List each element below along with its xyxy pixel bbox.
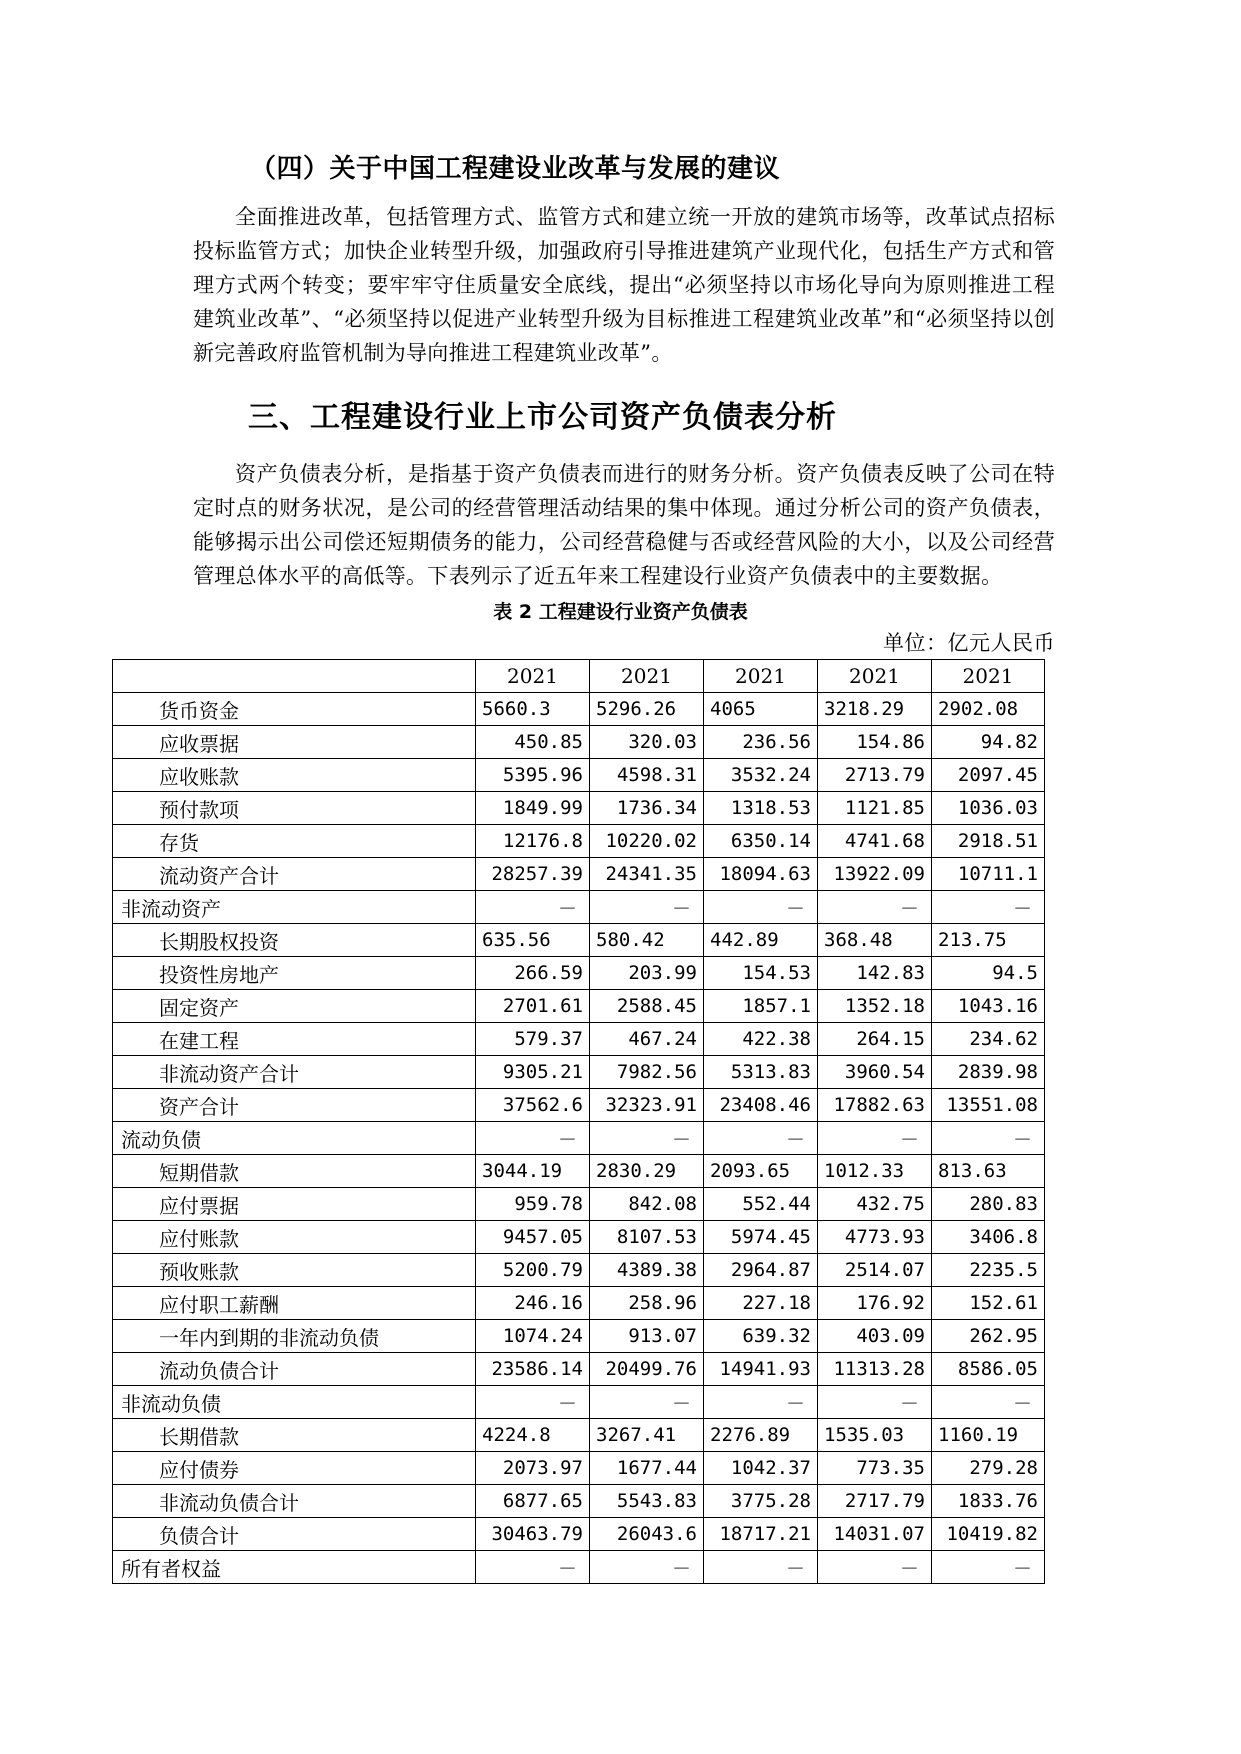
table-cell: 5395.96 [476, 759, 590, 792]
row-label: 应收票据 [113, 726, 476, 759]
table-cell: 2701.61 [476, 990, 590, 1023]
table-row [113, 1419, 1045, 1452]
row-label: 预付款项 [113, 792, 476, 825]
section-four-paragraph: 全面推进改革，包括管理方式、监管方式和建立统一开放的建筑市场等，改革试点招标投标监管方式；加快企业转型升级，加强政府引导推进建筑产业现代化，包括生产方式和管理方式两个转变；要牢牢守住质量安全底线，提出“必须坚持以市场化导向为原则推进工程建筑业改革”、“必须坚持以促进产业转型升级为目标推进工程建筑业改革”和“必须坚持以创新完善政府监管机制为导向推进工程建筑业改革”。 [193, 205, 1055, 365]
table-cell: 9305.21 [476, 1056, 590, 1089]
row-label: 负债合计 [113, 1518, 476, 1551]
row-label: 应付票据 [113, 1188, 476, 1221]
table-row [113, 1485, 1045, 1518]
table-cell: － [818, 1386, 932, 1419]
table-cell: 5543.83 [590, 1485, 704, 1518]
table-cell: 2073.97 [476, 1452, 590, 1485]
table-cell: 10419.82 [932, 1518, 1045, 1551]
table-row [113, 891, 1045, 924]
table-cell: 2235.5 [932, 1254, 1045, 1287]
table-cell: 20499.76 [590, 1353, 704, 1386]
table-cell: 5313.83 [704, 1056, 818, 1089]
table-cell: － [476, 1551, 590, 1584]
table-cell: 8586.05 [932, 1353, 1045, 1386]
table-cell: 236.56 [704, 726, 818, 759]
table-row [113, 924, 1045, 957]
table-cell: 10220.02 [590, 825, 704, 858]
table-cell: 18717.21 [704, 1518, 818, 1551]
table-cell: 1352.18 [818, 990, 932, 1023]
table-cell: 24341.35 [590, 858, 704, 891]
table-row [113, 1023, 1045, 1056]
table-row [113, 1353, 1045, 1386]
table-cell: 368.48 [818, 924, 932, 957]
table-row [113, 1518, 1045, 1551]
year-header: 2021 [476, 660, 590, 693]
table-cell: 6350.14 [704, 825, 818, 858]
row-label: 流动资产合计 [113, 858, 476, 891]
table-caption: 表 2 工程建设行业资产负债表 [493, 601, 748, 623]
table-row [113, 858, 1045, 891]
table-cell: 422.38 [704, 1023, 818, 1056]
table-cell: － [590, 1551, 704, 1584]
row-label: 非流动负债合计 [113, 1485, 476, 1518]
table-cell: 4598.31 [590, 759, 704, 792]
table-cell: 234.62 [932, 1023, 1045, 1056]
table-cell: － [818, 1551, 932, 1584]
table-cell: 142.83 [818, 957, 932, 990]
table-cell: 37562.6 [476, 1089, 590, 1122]
row-label: 预收账款 [113, 1254, 476, 1287]
section-four-heading: （四）关于中国工程建设业改革与发展的建议 [250, 154, 781, 184]
table-cell: 14941.93 [704, 1353, 818, 1386]
table-cell: 1160.19 [932, 1419, 1045, 1452]
table-row [113, 1188, 1045, 1221]
row-label: 所有者权益 [113, 1551, 476, 1584]
table-row [113, 1452, 1045, 1485]
row-label: 投资性房地产 [113, 957, 476, 990]
table-cell: 2093.65 [704, 1155, 818, 1188]
year-header: 2021 [932, 660, 1045, 693]
row-label: 流动负债 [113, 1122, 476, 1155]
table-cell: 2713.79 [818, 759, 932, 792]
table-cell: 432.75 [818, 1188, 932, 1221]
table-cell: 13551.08 [932, 1089, 1045, 1122]
table-row [113, 957, 1045, 990]
table-row [113, 693, 1045, 726]
row-label: 应付债券 [113, 1452, 476, 1485]
table-row [113, 1551, 1045, 1584]
table-cell: 3218.29 [818, 693, 932, 726]
table-cell: 1535.03 [818, 1419, 932, 1452]
table-cell: － [590, 891, 704, 924]
table-cell: 1036.03 [932, 792, 1045, 825]
table-cell: 2276.89 [704, 1419, 818, 1452]
table-cell: 552.44 [704, 1188, 818, 1221]
table-cell: 227.18 [704, 1287, 818, 1320]
table-cell: 23586.14 [476, 1353, 590, 1386]
table-cell: － [704, 1551, 818, 1584]
table-cell: 3406.8 [932, 1221, 1045, 1254]
table-cell: 5974.45 [704, 1221, 818, 1254]
table-cell: 2918.51 [932, 825, 1045, 858]
table-cell: 2839.98 [932, 1056, 1045, 1089]
table-cell: 32323.91 [590, 1089, 704, 1122]
table-cell: 1121.85 [818, 792, 932, 825]
section-three-paragraph: 资产负债表分析，是指基于资产负债表而进行的财务分析。资产负债表反映了公司在特定时点的财务状况，是公司的经营管理活动结果的集中体现。通过分析公司的资产负债表，能够揭示出公司偿还短期债务的能力，公司经营稳健与否或经营风险的大小，以及公司经营管理总体水平的高低等。下表列示了近五年来工程建设行业资产负债表中的主要数据。 [193, 462, 1055, 588]
table-cell: 639.32 [704, 1320, 818, 1353]
row-label: 非流动资产合计 [113, 1056, 476, 1089]
table-cell: 94.5 [932, 957, 1045, 990]
table-cell: 3532.24 [704, 759, 818, 792]
table-row [113, 1287, 1045, 1320]
table-cell: 635.56 [476, 924, 590, 957]
row-label: 固定资产 [113, 990, 476, 1023]
table-header-label [113, 660, 476, 693]
year-header: 2021 [818, 660, 932, 693]
table-cell: 467.24 [590, 1023, 704, 1056]
table-row [113, 825, 1045, 858]
table-cell: 4741.68 [818, 825, 932, 858]
row-label: 应付职工薪酬 [113, 1287, 476, 1320]
table-cell: 154.86 [818, 726, 932, 759]
table-cell: 94.82 [932, 726, 1045, 759]
row-label: 在建工程 [113, 1023, 476, 1056]
table-cell: 1012.33 [818, 1155, 932, 1188]
row-label: 应付账款 [113, 1221, 476, 1254]
section-three-heading: 三、工程建设行业上市公司资产负债表分析 [248, 400, 837, 435]
table-cell: 4389.38 [590, 1254, 704, 1287]
table-cell: 320.03 [590, 726, 704, 759]
row-label: 货币资金 [113, 693, 476, 726]
table-cell: － [704, 1122, 818, 1155]
table-cell: 279.28 [932, 1452, 1045, 1485]
table-cell: 450.85 [476, 726, 590, 759]
table-cell: 18094.63 [704, 858, 818, 891]
table-cell: 4224.8 [476, 1419, 590, 1452]
table-cell: 579.37 [476, 1023, 590, 1056]
row-label: 资产合计 [113, 1089, 476, 1122]
row-label: 非流动资产 [113, 891, 476, 924]
table-cell: 258.96 [590, 1287, 704, 1320]
table-header-row [113, 660, 1045, 693]
table-cell: 264.15 [818, 1023, 932, 1056]
table-cell: 14031.07 [818, 1518, 932, 1551]
table-cell: 4773.93 [818, 1221, 932, 1254]
table-cell: 2830.29 [590, 1155, 704, 1188]
table-cell: － [932, 1551, 1045, 1584]
table-cell: 3960.54 [818, 1056, 932, 1089]
table-cell: 1677.44 [590, 1452, 704, 1485]
table-cell: 11313.28 [818, 1353, 932, 1386]
table-row [113, 1056, 1045, 1089]
table-cell: 773.35 [818, 1452, 932, 1485]
table-unit: 单位：亿元人民币 [883, 631, 1055, 655]
table-cell: 2717.79 [818, 1485, 932, 1518]
table-cell: － [476, 1122, 590, 1155]
table-cell: 959.78 [476, 1188, 590, 1221]
table-cell: 1318.53 [704, 792, 818, 825]
table-cell: 1849.99 [476, 792, 590, 825]
table-cell: 154.53 [704, 957, 818, 990]
table-cell: 1043.16 [932, 990, 1045, 1023]
table-cell: 10711.1 [932, 858, 1045, 891]
table-cell: 5200.79 [476, 1254, 590, 1287]
table-row [113, 1155, 1045, 1188]
year-header: 2021 [704, 660, 818, 693]
table-cell: 3775.28 [704, 1485, 818, 1518]
table-cell: 213.75 [932, 924, 1045, 957]
table-row [113, 1254, 1045, 1287]
table-cell: 2964.87 [704, 1254, 818, 1287]
table-cell: － [932, 1386, 1045, 1419]
table-row [113, 990, 1045, 1023]
table-cell: 7982.56 [590, 1056, 704, 1089]
row-label: 长期借款 [113, 1419, 476, 1452]
row-label: 短期借款 [113, 1155, 476, 1188]
table-cell: － [818, 891, 932, 924]
table-cell: 1042.37 [704, 1452, 818, 1485]
table-cell: － [590, 1386, 704, 1419]
year-header: 2021 [590, 660, 704, 693]
table-cell: 403.09 [818, 1320, 932, 1353]
table-cell: － [932, 1122, 1045, 1155]
table-row [113, 759, 1045, 792]
table-cell: 5296.26 [590, 693, 704, 726]
table-cell: － [818, 1122, 932, 1155]
table-row [113, 1320, 1045, 1353]
table-row [113, 1089, 1045, 1122]
table-row [113, 792, 1045, 825]
table-cell: － [932, 891, 1045, 924]
table-cell: 3044.19 [476, 1155, 590, 1188]
table-cell: 1833.76 [932, 1485, 1045, 1518]
table-cell: 1074.24 [476, 1320, 590, 1353]
table-cell: － [704, 1386, 818, 1419]
row-label: 存货 [113, 825, 476, 858]
table-cell: 28257.39 [476, 858, 590, 891]
table-cell: 12176.8 [476, 825, 590, 858]
table-cell: 1736.34 [590, 792, 704, 825]
row-label: 非流动负债 [113, 1386, 476, 1419]
table-cell: 13922.09 [818, 858, 932, 891]
table-cell: 176.92 [818, 1287, 932, 1320]
table-cell: 152.61 [932, 1287, 1045, 1320]
table-cell: 266.59 [476, 957, 590, 990]
table-cell: 9457.05 [476, 1221, 590, 1254]
table-cell: 262.95 [932, 1320, 1045, 1353]
table-row [113, 1122, 1045, 1155]
table-row [113, 726, 1045, 759]
table-cell: 2097.45 [932, 759, 1045, 792]
table-cell: 3267.41 [590, 1419, 704, 1452]
table-cell: 2588.45 [590, 990, 704, 1023]
table-row [113, 1221, 1045, 1254]
row-label: 流动负债合计 [113, 1353, 476, 1386]
table-cell: 842.08 [590, 1188, 704, 1221]
table-cell: 17882.63 [818, 1089, 932, 1122]
table-cell: 913.07 [590, 1320, 704, 1353]
table-cell: 246.16 [476, 1287, 590, 1320]
table-cell: － [476, 1386, 590, 1419]
table-cell: － [476, 891, 590, 924]
table-cell: 442.89 [704, 924, 818, 957]
table-cell: 2514.07 [818, 1254, 932, 1287]
row-label: 一年内到期的非流动负债 [113, 1320, 476, 1353]
balance-sheet-table [112, 659, 1045, 1584]
table-cell: 5660.3 [476, 693, 590, 726]
table-cell: 6877.65 [476, 1485, 590, 1518]
table-cell: 813.63 [932, 1155, 1045, 1188]
table-cell: 26043.6 [590, 1518, 704, 1551]
table-row [113, 1386, 1045, 1419]
table-cell: － [704, 891, 818, 924]
table-cell: 8107.53 [590, 1221, 704, 1254]
row-label: 应收账款 [113, 759, 476, 792]
table-cell: － [590, 1122, 704, 1155]
table-cell: 280.83 [932, 1188, 1045, 1221]
table-cell: 580.42 [590, 924, 704, 957]
table-cell: 203.99 [590, 957, 704, 990]
table-cell: 2902.08 [932, 693, 1045, 726]
table-cell: 23408.46 [704, 1089, 818, 1122]
table-cell: 4065 [704, 693, 818, 726]
table-cell: 1857.1 [704, 990, 818, 1023]
row-label: 长期股权投资 [113, 924, 476, 957]
table-cell: 30463.79 [476, 1518, 590, 1551]
